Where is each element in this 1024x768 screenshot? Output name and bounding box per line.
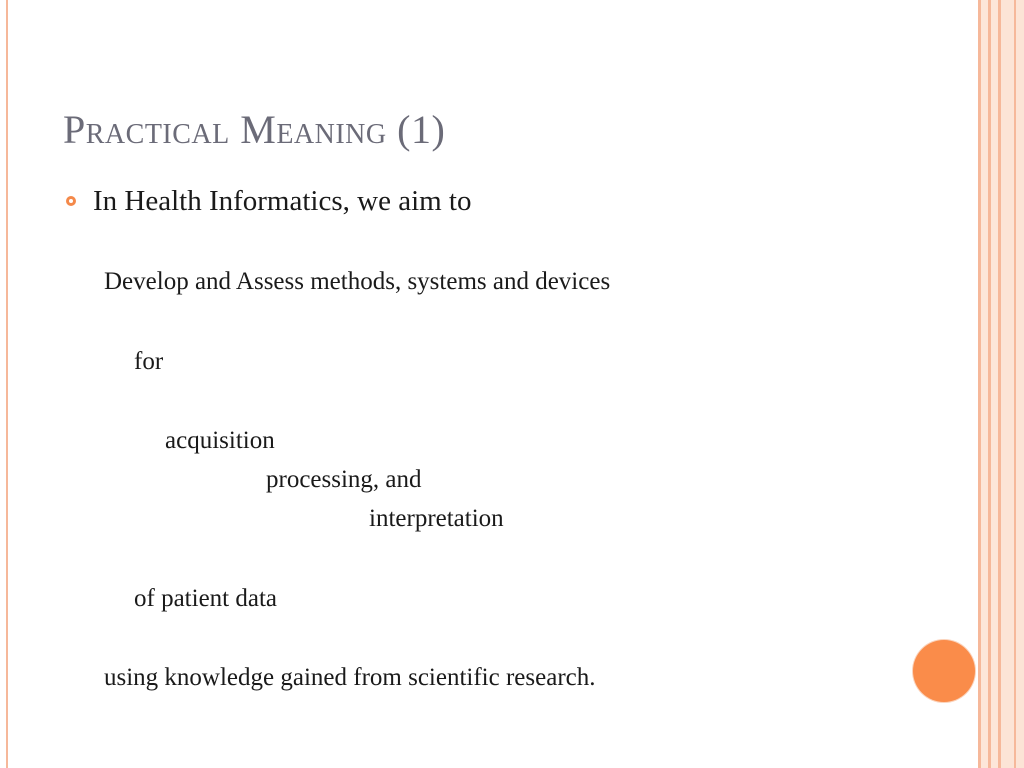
body-line: acquisition (165, 427, 275, 454)
body-line: Develop and Assess methods, systems and devices (104, 268, 611, 295)
right-stripe (981, 0, 988, 768)
body-line: of patient data (134, 585, 277, 612)
body-line: using knowledge gained from scientific research. (104, 664, 596, 691)
right-stripe (1014, 0, 1016, 768)
body-line: for (134, 348, 164, 375)
body-line: processing, and (266, 466, 422, 493)
body-line: interpretation (369, 505, 504, 532)
circle-bullet-icon (66, 196, 76, 206)
right-stripe (1001, 0, 1024, 768)
right-stripe (991, 0, 998, 768)
bullet-text: In Health Informatics, we aim to (93, 185, 472, 217)
decorative-circle-icon (913, 640, 975, 702)
left-frame-line (6, 0, 8, 768)
slide-title: Practical Meaning (1) (63, 107, 446, 152)
